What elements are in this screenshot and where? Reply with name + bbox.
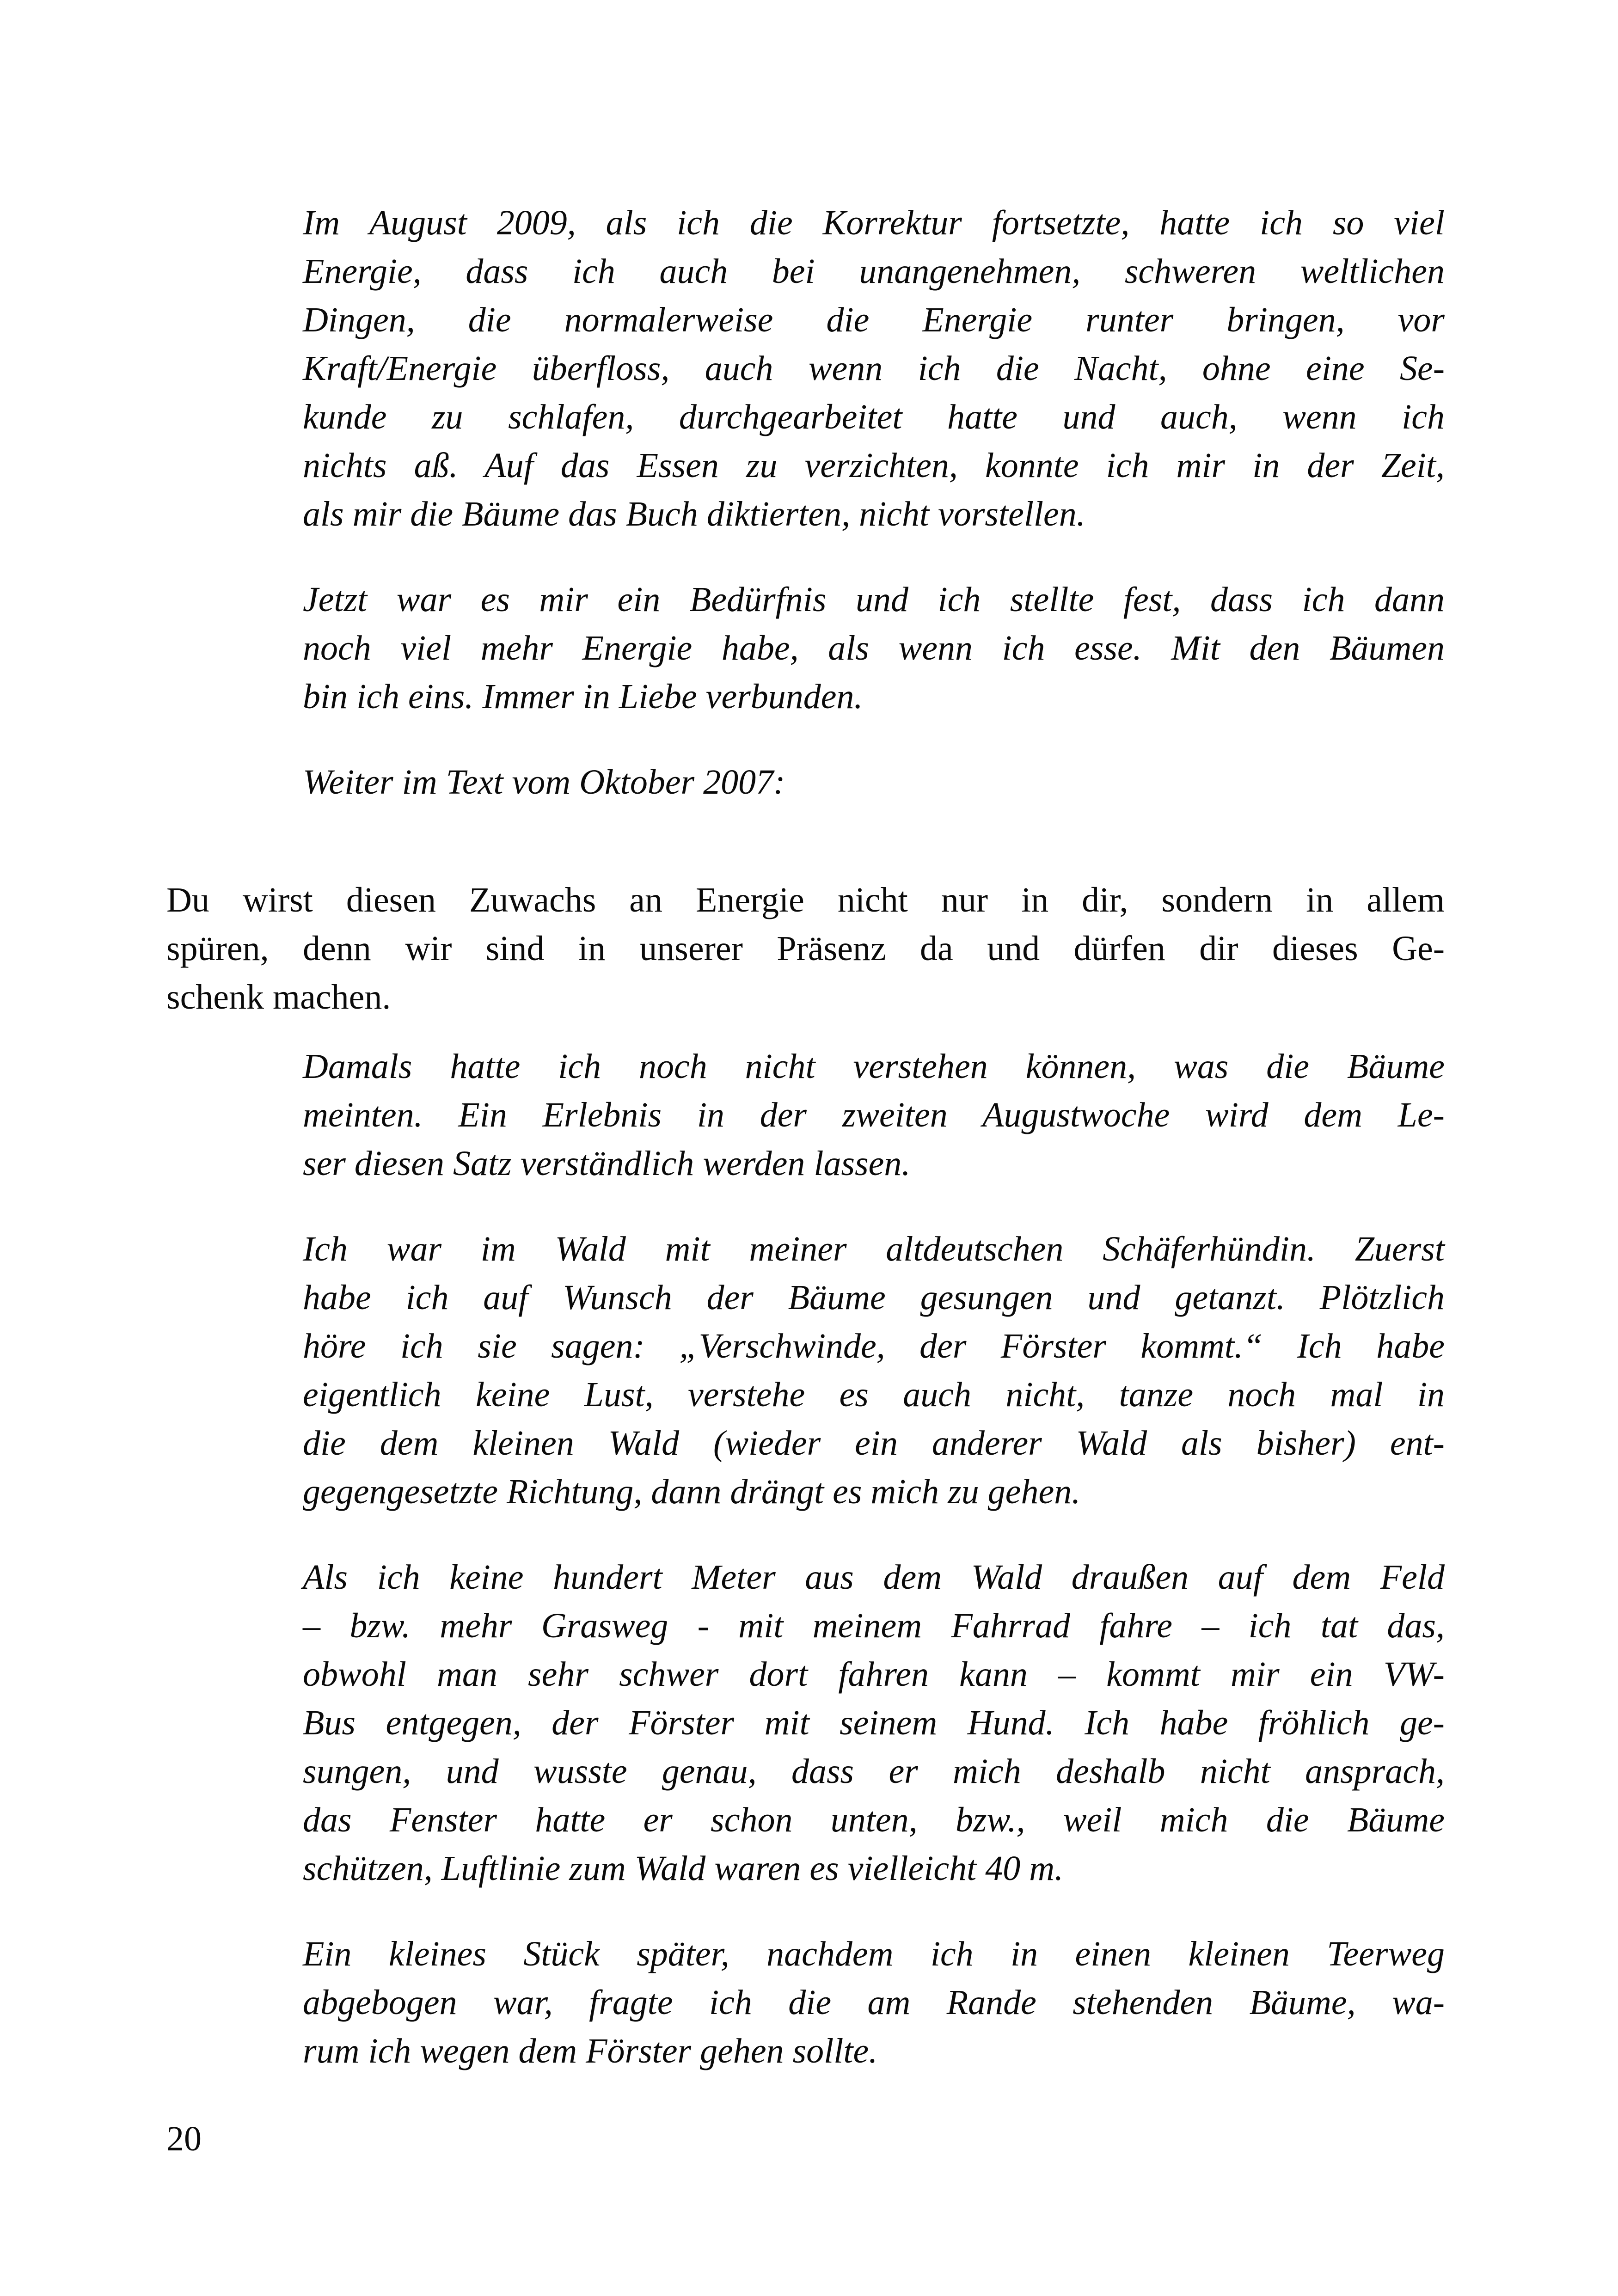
text-line: Energie, dass ich auch bei unangenehmen, schweren weltlichen bbox=[303, 252, 1445, 291]
text-line: sungen, und wusste genau, dass er mich deshalb nicht ansprach, bbox=[303, 1752, 1445, 1791]
text-line: schützen, Luftlinie zum Wald waren es vielleicht 40 m. bbox=[303, 1849, 1064, 1888]
paragraph bbox=[166, 876, 1445, 1022]
text-line: Im August 2009, als ich die Korrektur fortsetzte, hatte ich so viel bbox=[303, 203, 1445, 242]
text-line: als mir die Bäume das Buch diktierten, nicht vorstellen. bbox=[303, 495, 1085, 533]
text-line: rum ich wegen dem Förster gehen sollte. bbox=[303, 2032, 878, 2070]
text-line: meinten. Ein Erlebnis in der zweiten Augustwoche wird dem Le- bbox=[303, 1096, 1445, 1134]
text-line: kunde zu schlafen, durchgearbeitet hatte und auch, wenn ich bbox=[303, 398, 1445, 436]
text-line: Du wirst diesen Zuwachs an Energie nicht nur in dir, sondern in allem bbox=[166, 881, 1445, 919]
text-line: höre ich sie sagen: „Verschwinde, der Förster kommt.“ Ich habe bbox=[303, 1327, 1445, 1365]
text-line: Weiter im Text vom Oktober 2007: bbox=[303, 763, 785, 802]
paragraph bbox=[303, 199, 1445, 539]
text-line: – bzw. mehr Grasweg - mit meinem Fahrrad fahre – ich tat das, bbox=[303, 1606, 1445, 1645]
text-line: bin ich eins. Immer in Liebe verbunden. bbox=[303, 677, 863, 716]
paragraph bbox=[303, 758, 1445, 807]
text-line: noch viel mehr Energie habe, als wenn ich esse. Mit den Bäumen bbox=[303, 629, 1445, 667]
text-line: Kraft/Energie überfloss, auch wenn ich die Nacht, ohne eine Se- bbox=[303, 349, 1445, 388]
text-line: Als ich keine hundert Meter aus dem Wald draußen auf dem Feld bbox=[303, 1558, 1445, 1597]
text-line: Dingen, die normalerweise die Energie runter bringen, vor bbox=[303, 300, 1445, 339]
text-line: schenk machen. bbox=[166, 978, 391, 1016]
text-line: Ich war im Wald mit meiner altdeutschen Schäferhündin. Zuerst bbox=[303, 1230, 1445, 1268]
paragraph bbox=[303, 1225, 1445, 1516]
text-line: Bus entgegen, der Förster mit seinem Hund. Ich habe fröhlich ge- bbox=[303, 1703, 1445, 1742]
text-line: Ein kleines Stück später, nachdem ich in einen kleinen Teerweg bbox=[303, 1935, 1445, 1973]
text-line: nichts aß. Auf das Essen zu verzichten, konnte ich mir in der Zeit, bbox=[303, 446, 1445, 485]
text-line: Damals hatte ich noch nicht verstehen können, was die Bäume bbox=[303, 1047, 1445, 1086]
text-line: abgebogen war, fragte ich die am Rande stehenden Bäume, wa- bbox=[303, 1983, 1445, 2022]
text-line: Jetzt war es mir ein Bedürfnis und ich stellte fest, dass ich dann bbox=[303, 580, 1445, 619]
text-line: eigentlich keine Lust, verstehe es auch nicht, tanze noch mal in bbox=[303, 1375, 1445, 1414]
text-line: die dem kleinen Wald (wieder ein anderer Wald als bisher) ent- bbox=[303, 1424, 1445, 1463]
text-line: das Fenster hatte er schon unten, bzw., weil mich die Bäume bbox=[303, 1800, 1445, 1839]
paragraph bbox=[303, 1042, 1445, 1188]
text-line: gegengesetzte Richtung, dann drängt es mich zu gehen. bbox=[303, 1472, 1081, 1511]
page-number: 20 bbox=[166, 2119, 202, 2158]
paragraph bbox=[303, 1553, 1445, 1893]
paragraph bbox=[303, 576, 1445, 721]
paragraph bbox=[303, 1930, 1445, 2076]
text-line: habe ich auf Wunsch der Bäume gesungen und getanzt. Plötzlich bbox=[303, 1278, 1445, 1317]
text-line: obwohl man sehr schwer dort fahren kann – kommt mir ein VW- bbox=[303, 1655, 1445, 1694]
text-line: spüren, denn wir sind in unserer Präsenz da und dürfen dir dieses Ge- bbox=[166, 929, 1445, 968]
text-line: ser diesen Satz verständlich werden lassen. bbox=[303, 1144, 911, 1183]
